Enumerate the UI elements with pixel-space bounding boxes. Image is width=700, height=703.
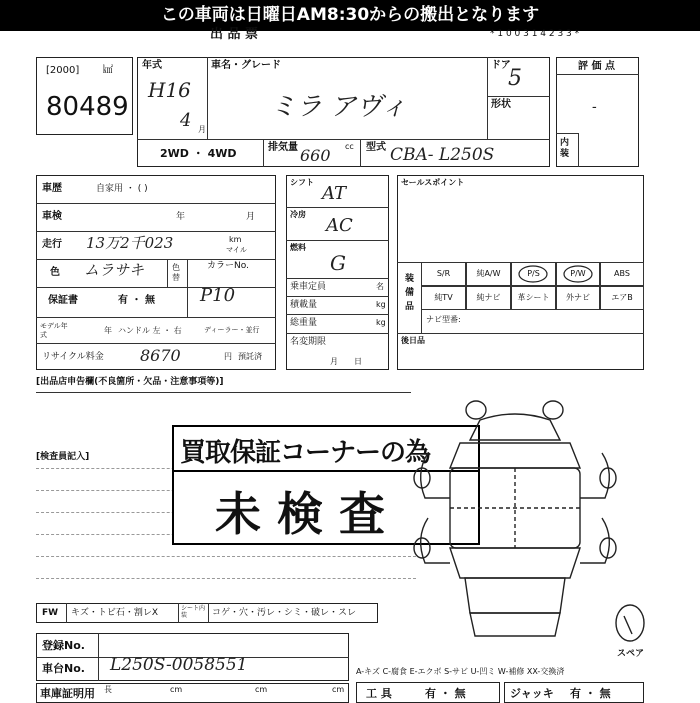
seat-text: コゲ・穴・汚レ・シミ・破レ・スレ [212,608,357,618]
history-options: 自家用 ・ ( ) [96,184,148,194]
equip-leather-seat: 革シート [511,286,556,310]
equip-airbag: エアB [600,286,644,310]
displacement-unit: cc [345,142,354,151]
aftermarket-label: 後日品 [401,336,425,345]
interior-label: 内装 [560,138,570,159]
tools-label: 工 具 [366,687,392,700]
drive-label: 2WD ・ 4WD [160,147,237,160]
rating-value: - [592,99,597,115]
model-year-unit: 年 [104,326,112,335]
ac-value: AC [326,215,353,236]
cm-2: cm [255,685,268,694]
equip-alloy-wheel: 純A/W [466,262,511,286]
lot-code-tag: ㎢ [103,65,113,76]
month-unit: 月 [198,125,206,134]
name-value: ミラ アヴィ [270,92,407,122]
recycle-unit: 円 [224,352,232,361]
history-label: 車歴 [42,183,62,194]
history-box [36,175,276,370]
handle-label: ハンドル 左 ・ 右 [118,326,182,335]
barcode-serial: * 1 0 0 3 1 4 2 3 3 * [490,29,580,39]
equipment-label: 装備品 [405,274,415,312]
chassis-value: L250S-0058551 [110,655,248,675]
spare-label: スペア [617,649,645,659]
month-value: 4 [180,110,192,131]
model-year-label: モデル年式 [40,322,68,339]
chassis-label: 車台No. [42,662,85,675]
certificate-sub: 長 [104,685,112,694]
inspector-notes-label: [検査員記入] [36,452,90,462]
inspection-month-unit: 月 [246,212,256,222]
jack-label: ジャッキ [510,687,554,700]
shift-value: AT [322,183,347,204]
registration-label: 登録No. [42,639,85,652]
mileage-unit-mile: マイル [226,246,247,254]
rating-label: 評 価 点 [578,61,615,72]
displacement-value: 660 [300,146,331,165]
stamp-line2: 未 検 査 [215,487,386,541]
gross-label: 総重量 [290,318,318,328]
load-unit: kg [376,300,386,309]
sales-point-label: セールスポイント [401,178,465,187]
jack-options: 有 ・ 無 [570,687,611,700]
equip-power-window: P/W [556,262,600,286]
color-value: ムラサキ [84,261,145,279]
inspection-label: 車検 [42,211,62,222]
equipment-circles [421,262,644,312]
equip-sr: S/R [421,262,466,286]
notice-banner: この車両は日曜日AM8:30からの搬出となります [0,0,700,31]
door-value: 5 [508,66,522,91]
cm-1: cm [170,685,183,694]
equip-abs: ABS [600,262,644,286]
inspection-year-unit: 年 [176,212,186,222]
capacity-label: 乗車定員 [290,282,327,292]
model-label: 型式 [366,142,386,153]
equip-navi: 純ナビ [466,286,511,310]
warranty-options: 有 ・ 無 [118,295,155,306]
door-label: ドア [491,60,511,71]
lot-number: 80489 [46,92,129,122]
color-no-label: カラーNo. [207,261,249,271]
shape-label: 形状 [491,99,511,110]
color-change-label: 色替 [172,263,180,282]
year-value: H16 [148,78,191,102]
lot-year-tag: [2000] [46,65,80,76]
form-title: 出 品 票 [210,27,259,42]
damage-legend: A-キズ C-腐食 E-エクボ S-サビ U-凹ミ W-補修 XX-交換済 [356,667,565,676]
mileage-label: 走行 [42,239,62,250]
model-value: CBA- L250S [390,145,495,165]
mileage-unit-km: km [229,235,242,244]
car-damage-diagram [410,398,650,653]
warranty-label: 保証書 [48,295,78,306]
transfer-unit: 月日 [330,357,378,366]
fw-text: キズ・トビ石・割レX [71,608,158,618]
tools-options: 有 ・ 無 [425,687,466,700]
mileage-value: 13万2千023 [86,234,174,252]
capacity-unit: 名 [376,282,384,291]
load-label: 積載量 [290,300,318,310]
fuel-value: G [330,251,346,275]
recycle-label: リサイクル料金 [42,352,104,362]
gross-unit: kg [376,318,386,327]
fuel-label: 燃料 [290,243,306,252]
transfer-label: 名変期限 [290,337,327,347]
name-label: 車名・グレード [211,60,281,71]
exhibitor-notes-label: [出品店申告欄(不良箇所・欠品・注意事項等)] [36,377,224,387]
seat-label: シート内装 [181,605,206,619]
cm-3: cm [332,685,345,694]
year-label: 年式 [142,60,162,71]
equip-tv: 純TV [421,286,466,310]
shift-label: シフト [290,178,314,187]
color-no-value: P10 [200,285,236,306]
equip-external-navi: 外ナビ [556,286,600,310]
recycle-note: 預託済 [238,352,262,361]
dealer-label: ディーラー・並行 [204,326,260,334]
certificate-label: 車庫証明用 [40,687,95,700]
navi-model-label: ナビ型番: [426,315,461,324]
displacement-label: 排気量 [268,142,298,153]
equip-power-steering: P/S [511,262,556,286]
stamp-line1: 買取保証コーナーの為 [180,438,431,468]
fw-label: FW [42,608,59,618]
recycle-value: 8670 [140,346,181,365]
color-label: 色 [50,267,60,278]
ac-label: 冷房 [290,210,306,219]
